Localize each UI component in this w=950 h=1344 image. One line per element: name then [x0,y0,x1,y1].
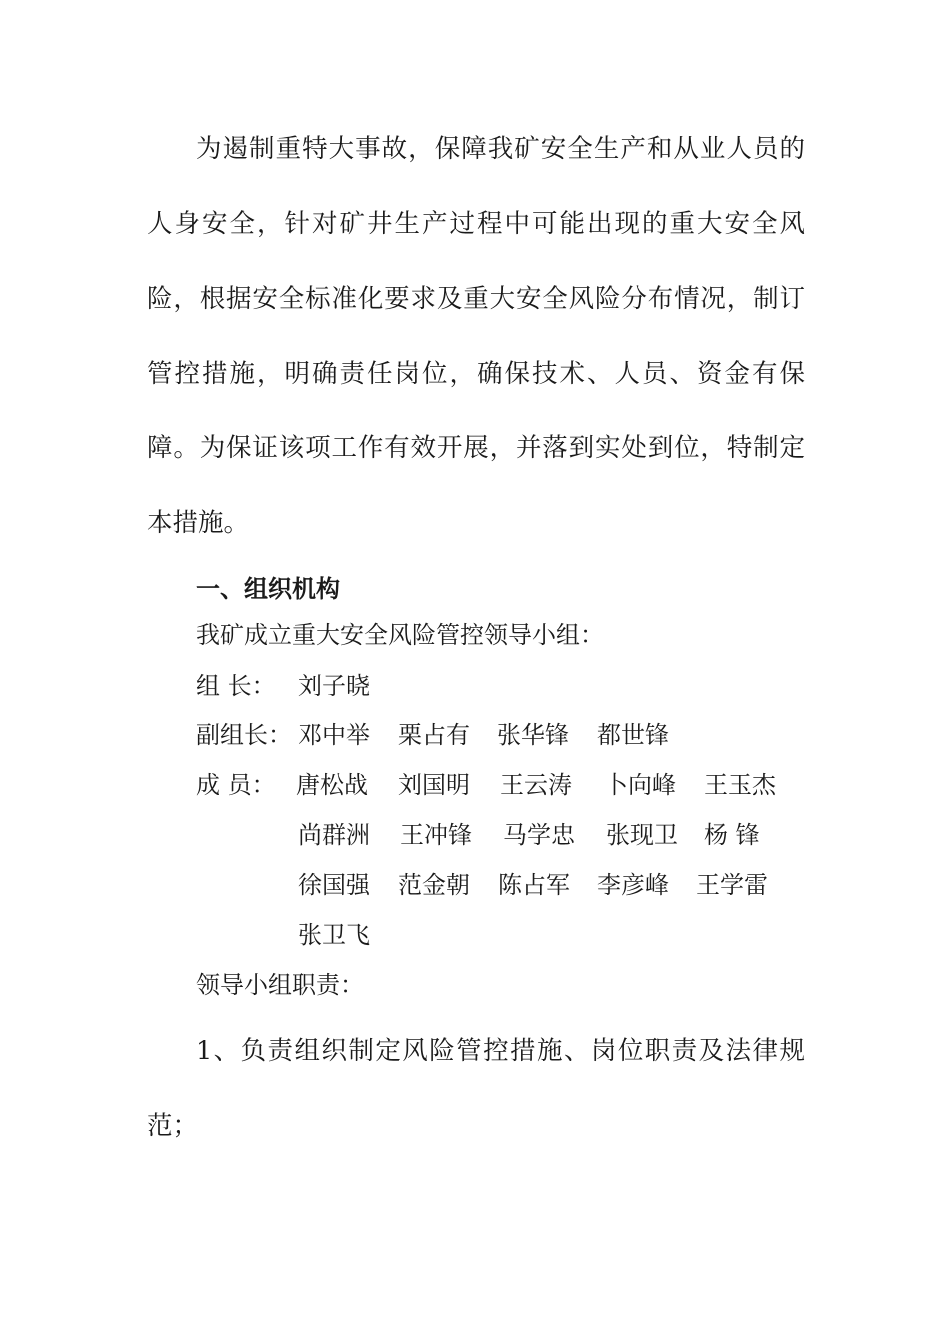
duty-1-line-2: 范； [147,1111,199,1141]
member-name: 张卫飞 [298,921,370,949]
member-label [196,770,274,800]
intro-line-4: 管控措施，明确责任岗位，确保技术、人员、资金有保 [147,359,805,389]
member-name: 王云涛 [500,771,572,799]
group-lead: 我矿成立重大安全风险管控领导小组： [196,621,604,649]
member-name: 杨 锋 [704,821,760,849]
member-name: 陈占军 [498,871,570,899]
intro-line-5: 障。为保证该项工作有效开展，并落到实处到位，特制定 [147,433,805,463]
deputy-label: 副组长： [196,721,292,749]
intro-line-1: 为遏制重特大事故，保障我矿安全生产和从业人员的 [196,134,805,164]
member-name: 徐国强 [298,871,370,899]
leader-label [196,671,274,701]
member-name: 范金朝 [398,871,470,899]
member-name: 刘国明 [398,771,470,799]
member-name: 卜向峰 [604,771,676,799]
member-name: 王冲锋 [400,821,472,849]
intro-line-2: 人身安全，针对矿井生产过程中可能出现的重大安全风 [147,209,805,239]
member-label-text: 成 员： [196,771,276,799]
member-name: 唐松战 [296,771,368,799]
duties-label: 领导小组职责： [196,971,364,999]
intro-line-6: 本措施。 [147,508,250,538]
deputy-name: 都世锋 [597,721,669,749]
member-name: 李彦峰 [597,871,669,899]
member-name: 王学雷 [696,871,768,899]
intro-line-3: 险，根据安全标准化要求及重大安全风险分布情况，制订 [147,284,805,314]
deputy-name: 张华锋 [497,721,569,749]
member-name: 马学忠 [503,821,575,849]
section-heading: 一、组织机构 [196,575,340,603]
member-name: 王玉杰 [704,771,776,799]
leader-label-text: 组 长： [196,672,276,700]
member-name: 尚群洲 [298,821,370,849]
duty-1-line-1: 1、负责组织制定风险管控措施、岗位职责及法律规 [196,1036,805,1066]
deputy-name: 栗占有 [398,721,470,749]
member-name: 张现卫 [606,821,678,849]
deputy-name: 邓中举 [298,721,370,749]
leader-name: 刘子晓 [298,672,370,700]
